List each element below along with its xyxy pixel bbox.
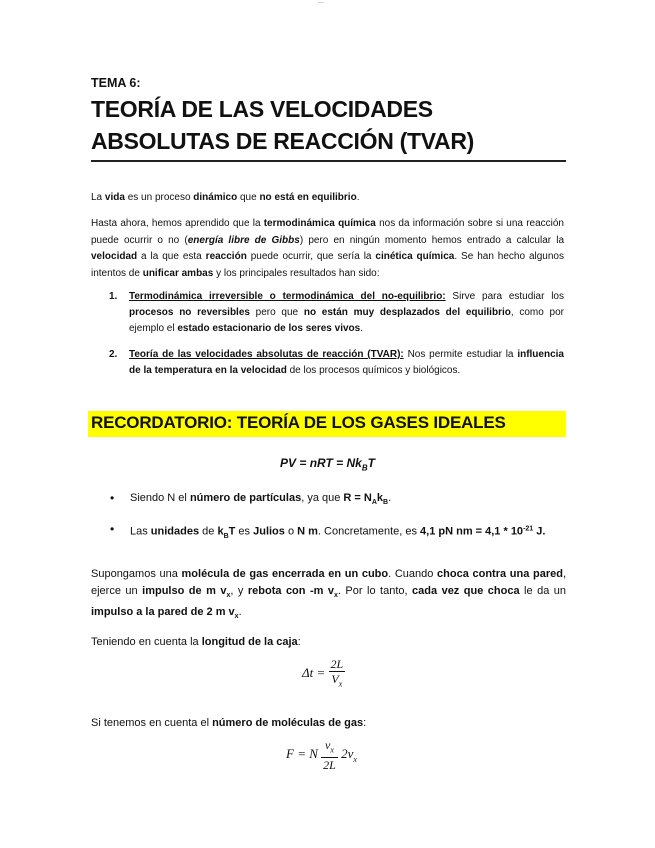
text-bold: cada vez que choca: [412, 584, 520, 597]
fraction-denominator: 2L: [323, 758, 336, 773]
text-bold: termodinámica química: [263, 218, 376, 229]
text-bold: velocidad: [91, 251, 138, 262]
superscript: -21: [523, 525, 534, 533]
text: puede ocurrir, que sería la: [246, 251, 376, 262]
equation-lhs: F = N: [286, 746, 318, 762]
list-number: 1.: [109, 291, 118, 302]
text: Supongamos una: [91, 568, 182, 580]
text: La: [91, 192, 105, 203]
text-bold: no están muy desplazados del equilibrio: [303, 307, 511, 318]
text: y los principales resultados han sido:: [213, 267, 380, 279]
equation-fraction: [321, 738, 338, 772]
text: , ejerce un: [91, 568, 567, 597]
text: . Por lo tanto,: [337, 584, 413, 597]
text-bold: unificar ambas: [142, 267, 214, 279]
text: , y: [230, 584, 248, 597]
section-heading-highlight: [88, 411, 566, 437]
text: :: [297, 636, 301, 648]
list-item-title: Termodinámica irreversible o termodinámica del no-equilibrio:: [129, 291, 446, 302]
text: que: [237, 192, 260, 203]
body-paragraph-molecule-count: [91, 715, 566, 732]
text-bold: N m: [297, 525, 318, 538]
numerator-text: v: [325, 738, 331, 752]
subscript: x: [330, 745, 334, 755]
page-title: TEORÍA DE LAS VELOCIDADES ABSOLUTAS DE REACCIÓN (TVAR): [91, 96, 475, 154]
text: es: [235, 525, 254, 538]
text-bold: molécula de gas encerrada en un cubo: [181, 568, 389, 580]
text: le da un: [519, 584, 567, 597]
text-bold: cinética química: [375, 251, 455, 262]
text: Sirve para estudiar los: [445, 291, 564, 302]
subscript: B: [383, 499, 389, 507]
subscript: A: [371, 499, 377, 507]
text: Siendo N el: [130, 492, 190, 504]
equation-text: T: [367, 456, 375, 470]
text-bold: impulso a la pared de 2 m v: [91, 606, 235, 619]
text: pero que: [249, 307, 304, 318]
equation-text: PV = nRT = Nk: [280, 456, 362, 470]
text: ) pero en ningún momento hemos entrado a calcular la: [299, 234, 565, 246]
text-bold: influencia de la temperatura en la velocidad: [129, 349, 564, 376]
text-bold: dinámico: [193, 192, 238, 203]
text: es un proceso: [124, 192, 194, 203]
text-bold: procesos no reversibles: [129, 307, 250, 318]
subscript: B: [223, 533, 229, 541]
text-bold: rebota con -m v: [247, 584, 334, 597]
text: Las: [130, 525, 151, 538]
list-item-title: Teoría de las velocidades absolutas de reacción (TVAR):: [129, 349, 404, 360]
bullet-item: [108, 491, 568, 510]
body-paragraph-collision: [91, 566, 566, 626]
intro-paragraph-1: [91, 190, 564, 207]
text-bold: choca contra una pared: [437, 568, 563, 580]
list-item: [91, 347, 564, 379]
body-paragraph-box-length: [91, 634, 566, 651]
text-bold: Julios: [253, 525, 285, 538]
text: o: [284, 525, 298, 538]
bullet-list: [108, 491, 568, 556]
page-top-mark: ---: [318, 0, 324, 6]
equation-delta-t: [302, 657, 345, 691]
text: .: [238, 606, 242, 619]
subscript: x: [334, 591, 338, 599]
subscript: x: [226, 591, 231, 599]
text: de: [199, 525, 218, 538]
text: nos da información sobre si una reacción puede ocurrir o no (: [91, 218, 564, 246]
text-bold: reacción: [205, 251, 247, 262]
intro-paragraph-2: [91, 216, 564, 282]
fraction-numerator: [321, 738, 338, 758]
text-bold: impulso de m v: [142, 584, 227, 597]
text-bold: k: [376, 492, 384, 504]
subscript: x: [234, 613, 239, 621]
ideal-gas-equation: [0, 456, 655, 472]
text: Hasta ahora, hemos aprendido que la: [91, 218, 264, 229]
text-bold: estado estacionario de los seres vivos: [177, 323, 361, 334]
fraction-denominator: [329, 672, 346, 691]
equation-subscript: B: [361, 463, 368, 473]
text: .: [356, 192, 360, 203]
text: . Concretamente, es: [317, 525, 421, 538]
text: Nos permite estudiar la: [403, 349, 518, 360]
text-bold: R = N: [343, 492, 372, 504]
fraction-numerator: 2L: [330, 657, 344, 671]
equation-tail: 2v: [341, 746, 354, 762]
text: de los procesos químicos y biológicos.: [286, 365, 461, 376]
text-bold: número de partículas: [189, 492, 302, 504]
denominator-text: V: [331, 672, 339, 686]
text-bold: número de moléculas de gas: [212, 717, 364, 729]
text-bold: J.: [533, 525, 546, 538]
text: , ya que: [301, 492, 344, 504]
text-bold-italic: energía libre de Gibbs: [187, 234, 300, 246]
subscript: x: [353, 754, 357, 764]
text-bold: longitud de la caja: [201, 636, 298, 648]
text: .: [360, 323, 364, 334]
text: :: [363, 717, 367, 729]
title-divider: [91, 160, 566, 162]
section-heading: RECORDATORIO: TEORÍA DE LOS GASES IDEALES: [91, 413, 506, 432]
text: , como por ejemplo el: [129, 307, 564, 334]
text: Teniendo en cuenta la: [91, 636, 202, 648]
text: a la que esta: [137, 251, 206, 262]
text: .: [388, 492, 392, 504]
topic-number: TEMA 6:: [91, 76, 141, 90]
text: . Cuando: [388, 568, 438, 580]
text-bold: no está en equilibrio: [259, 192, 357, 203]
text-bold: unidades: [150, 525, 200, 538]
equation-lhs: Δt =: [302, 665, 326, 681]
list-item: [91, 289, 564, 337]
results-list: [91, 289, 564, 379]
list-number: 2.: [109, 349, 118, 360]
text-bold: k: [217, 525, 224, 538]
subscript: x: [338, 679, 343, 689]
text: . Se han hecho algunos intentos de: [91, 251, 564, 279]
text-bold: 4,1 pN nm = 4,1 * 10: [420, 525, 524, 538]
equation-fraction: [329, 657, 346, 691]
equation-force: [286, 738, 357, 772]
text-bold: T: [228, 525, 236, 538]
bullet-item: [108, 522, 568, 544]
text: Si tenemos en cuenta el: [91, 717, 213, 729]
text-bold: vida: [104, 192, 125, 203]
